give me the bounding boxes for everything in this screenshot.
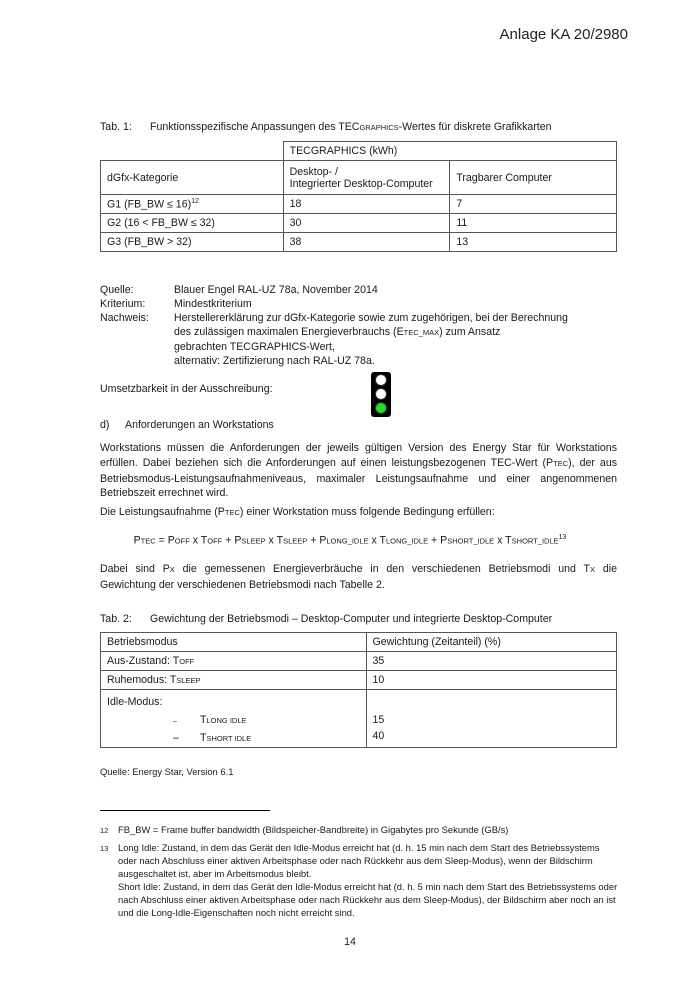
light-bottom xyxy=(375,402,387,414)
source-block: Quelle: Blauer Engel RAL-UZ 78a, November 2014 Kriterium: Mindestkriterium Nachweis: Herstellererklärung zur dGfx-Kategorie sowie zum zugehörigen, bei der Berechnung des zulässigen maximalen Energieverbrauchs (ETEC_MAX) zum Ansatz gebrachten TECGRAPHICS-Wert, alternativ: Zertifizierung nach RAL-UZ 78a. xyxy=(100,284,568,367)
page-number: 14 xyxy=(344,936,356,948)
table-row: Aus-Zustand: TOFF 35 xyxy=(101,652,617,671)
table1-caption: Tab. 1: Funktionsspezifische Anpassungen des TECGRAPHICS-Wertes für diskrete Grafikkarten xyxy=(100,121,552,133)
section-heading: d) Anforderungen an Workstations xyxy=(100,419,274,431)
table2-col-weight: Gewichtung (Zeitanteil) (%) xyxy=(366,633,616,652)
light-middle xyxy=(375,388,387,400)
footnote-13: 13 Long Idle: Zustand, in dem das Gerät den Idle-Modus erreicht hat (d. h. 15 min nach dem Start des Betriebssystems oder nach Abschluss einer aktiven Arbeitsphase oder nach Rückkehr aus dem Sleep-Modus), wenn der Bildschirm ausgeschaltet ist, aber im Arbeitsmodus bleibt. Short Idle: Zustand, in dem das Gerät den Idle-Modus erreicht hat (d. h. 5 min nach dem Start des Betriebssystems oder nach Abschluss einer aktiven Arbeitsphase oder nach Rückkehr aus dem Sleep-Modus), der Bildschirm aber noch an ist und die Long-Idle-Eigenschaften noch nicht erreicht sind. xyxy=(100,842,618,918)
formula-ptec: PTEC = POFF x TOFF + PSLEEP x TSLEEP + PLONG_IDLE x TLONG_IDLE + PSHORT_IDLE x TSHORT_IDLE$^{13}$ xyxy=(133,534,567,547)
paragraph-condition: Die Leistungsaufnahme (PTEC) einer Workstation muss folgende Bedingung erfüllen: xyxy=(100,506,495,518)
light-top xyxy=(375,374,387,386)
traffic-light-icon xyxy=(371,372,391,417)
table1-group-header: TECGRAPHICS (kWh) xyxy=(283,142,616,161)
table1-col-desktop: Desktop- / Integrierter Desktop-Computer xyxy=(283,161,450,195)
footnote-ref-13[interactable]: 13 xyxy=(558,534,567,541)
document-reference: Anlage KA 20/2980 xyxy=(499,26,628,43)
table2-source: Quelle: Energy Star, Version 6.1 xyxy=(100,766,234,777)
footnote-separator xyxy=(100,810,270,811)
table-row: Idle-Modus: – TLONG IDLE – TSHORT IDLE 15 40 xyxy=(101,690,617,748)
table2-col-mode: Betriebsmodus xyxy=(101,633,367,652)
table-tec-graphics xyxy=(100,141,617,252)
table2-caption: Tab. 2: Gewichtung der Betriebsmodi – Desktop-Computer und integrierte Desktop-Computer xyxy=(100,613,553,625)
table-row: G3 (FB_BW > 32) 38 13 xyxy=(101,233,617,252)
footnote-12: 12 FB_BW = Frame buffer bandwidth (Bildspeicher-Bandbreite) in Gigabytes pro Sekunde (GB/s) xyxy=(100,824,509,835)
table-row: G1 (FB_BW ≤ 16)$^{12}$ 18 7 xyxy=(101,195,617,214)
table-operating-modes xyxy=(100,632,617,748)
footnote-ref-12[interactable]: 12 xyxy=(191,197,199,205)
table1-col-portable: Tragbarer Computer xyxy=(450,161,617,195)
feasibility-label: Umsetzbarkeit in der Ausschreibung: xyxy=(100,383,273,395)
table-row: G2 (16 < FB_BW ≤ 32) 30 11 xyxy=(101,214,617,233)
table1-col-category: dGfx-Kategorie xyxy=(101,161,284,195)
paragraph-explanation: Dabei sind PX die gemessenen Energieverbräuche in den verschiedenen Betriebsmodi und TX die Gewichtung der verschiedenen Betriebsmodi nach Tabelle 2. xyxy=(100,563,617,591)
paragraph-workstations: Workstations müssen die Anforderungen der jeweils gültigen Version des Energy Star für Workstations erfüllen. Dabei beziehen sich die Anforderungen auf einen leistungsbezogenen TEC-Wert (PTEC), der aus Betriebsmodus-Leistungsaufnahmeniveaus, maximaler Leistungsaufnahme und einer angenommenen Betriebszeit errechnet wird. xyxy=(100,442,618,500)
table-row: Ruhemodus: TSLEEP 10 xyxy=(101,671,617,690)
